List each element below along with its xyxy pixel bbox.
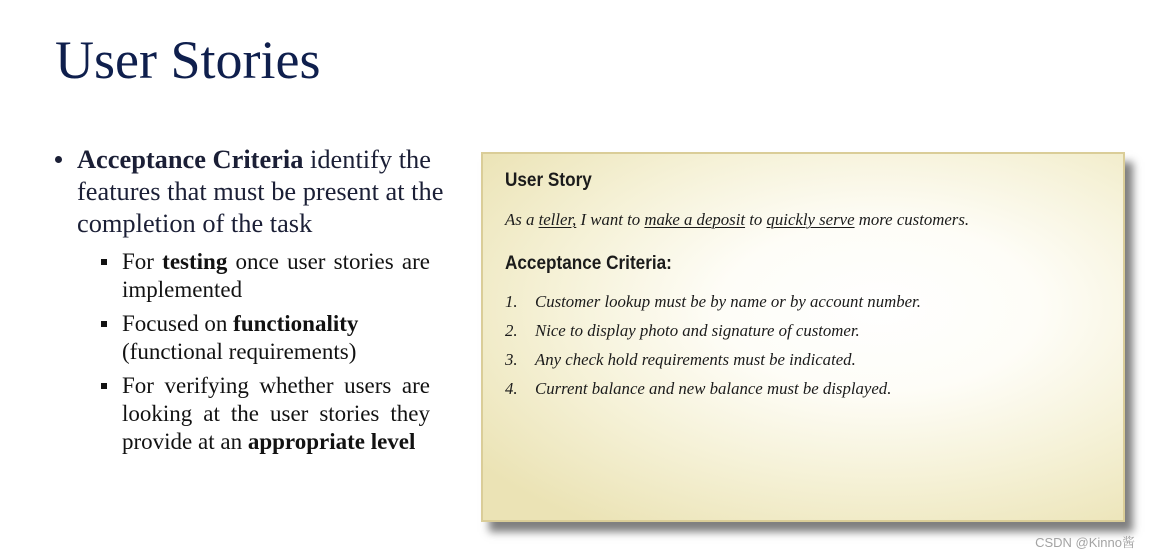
sub-bullet-text: (functional requirements) (122, 339, 357, 364)
sub-bullet-bold: functionality (233, 311, 359, 336)
sub-bullet-lead: For (122, 249, 163, 274)
story-part: to (745, 210, 767, 229)
story-role: teller, (538, 210, 577, 229)
main-bullet-text: identify the features that must be present at the completion of the task (77, 144, 444, 238)
criteria-text: Any check hold requirements must be indicated. (535, 350, 856, 369)
story-sentence (505, 209, 969, 231)
sub-bullet-lead: Focused on (122, 311, 234, 336)
criteria-number: 4. (505, 379, 518, 398)
main-bullet (77, 143, 457, 239)
sub-bullet-lead: For verifying whether users are looking at the user stories they provide at an (122, 373, 430, 454)
criteria-number: 1. (505, 292, 518, 311)
sub-bullet-list (122, 248, 430, 462)
criteria-heading: Acceptance Criteria: (505, 252, 672, 274)
sub-bullet-bold: appropriate level (247, 429, 416, 454)
sub-bullet-item (122, 310, 430, 366)
sub-bullet-bold: testing (162, 249, 228, 274)
criteria-item (505, 345, 921, 374)
slide-title: User Stories (55, 30, 321, 90)
user-story-card (481, 152, 1125, 522)
criteria-text: Customer lookup must be by name or by account number. (535, 292, 921, 311)
story-part: I want to (576, 210, 645, 229)
watermark: CSDN @Kinno酱 (1035, 535, 1135, 550)
criteria-list (505, 287, 921, 403)
bullet-dot-icon (55, 156, 62, 163)
story-part: As a (505, 210, 539, 229)
criteria-item (505, 316, 921, 345)
story-benefit: quickly serve (766, 210, 855, 229)
criteria-number: 3. (505, 350, 518, 369)
criteria-item (505, 374, 921, 403)
criteria-item (505, 287, 921, 316)
criteria-text: Nice to display photo and signature of customer. (535, 321, 860, 340)
main-bullet-bold: Acceptance Criteria (77, 144, 304, 174)
criteria-number: 2. (505, 321, 518, 340)
bullet-square-icon (101, 259, 107, 265)
story-part: more customers. (854, 210, 970, 229)
sub-bullet-item (122, 248, 430, 304)
bullet-square-icon (101, 383, 107, 389)
card-heading: User Story (505, 169, 592, 191)
story-goal: make a deposit (644, 210, 746, 229)
sub-bullet-text: once user stories are implemented (122, 249, 430, 302)
criteria-text: Current balance and new balance must be displayed. (535, 379, 892, 398)
bullet-square-icon (101, 321, 107, 327)
sub-bullet-item (122, 372, 430, 456)
